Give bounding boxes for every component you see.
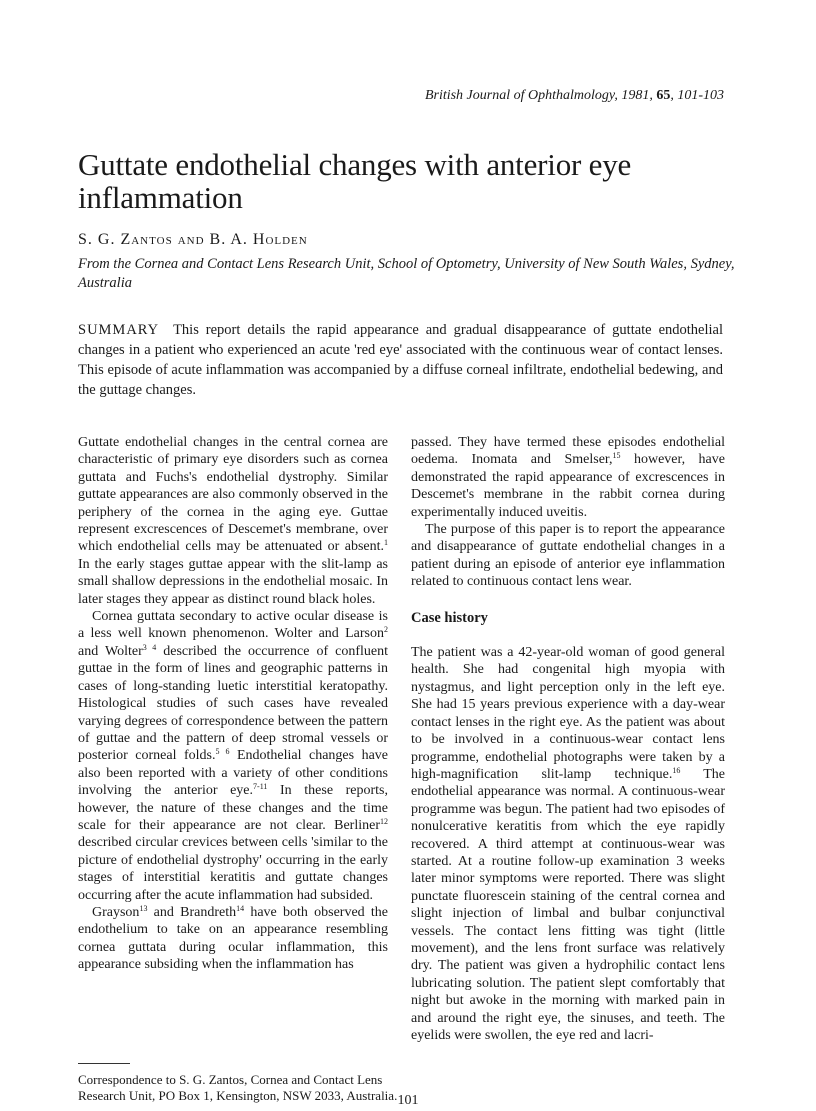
right-column: [411, 434, 725, 1044]
ref-superscript: 15: [612, 451, 621, 461]
ref-superscript: 14: [236, 903, 245, 913]
text-run: and Wolter: [78, 643, 143, 659]
page-number: 101: [397, 1093, 419, 1108]
summary: [78, 320, 723, 400]
article-title: Guttate endothelial changes with anterior eye inflammation: [78, 147, 632, 215]
ref-superscript: 7-11: [253, 782, 268, 792]
right-paragraph-2: The purpose of this paper is to report the appearance and disappearance of guttate endothelial changes in a patient during an episode of anterior eye inflammation related to continuous contact lens wear.: [411, 522, 725, 590]
left-paragraph-2: [78, 608, 388, 904]
text-run: and Brandreth: [147, 904, 237, 920]
text-run: Guttate endothelial changes in the central cornea are characteristic of primary eye disorders such as cornea guttata and Fuchs's endothelial dystrophy. Similar guttate appearances are also commonly observed in the periphery of the cornea in the aging eye. Guttae represent excrescences of Descemet's membrane, over which endothelial cells may be attenuated or absent.: [78, 435, 388, 555]
text-run: passed. They have termed these episodes endothelial oedema. Inomata and Smelser,: [411, 435, 725, 468]
ref-superscript: 16: [672, 765, 681, 775]
text-run: The endothelial appearance was normal. A continuous-wear programme was begun. The patient had two episodes of nonulcerative keratitis from which the eye rapidly recovered. A third attempt at continuous-wear was started. At a routine follow-up examination 3 weeks later minor symptoms were reported. There was slight punctate fluorescein staining of the central cornea and slight injection of limbal and bulbar conjunctival vessels. The contact lens fitting was tight (little movement), and the lens front surface was relatively dry. The patient was given a hydrophilic contact lens lubricating solution. The patient slept comfortably that night but awoke in the morning with marked pain in and around the right eye, the sinuses, and teeth. The eyelids were swollen, the eye red and lacri-: [411, 766, 726, 1043]
ref-superscript: 12: [380, 816, 388, 826]
journal-volume: 65: [656, 88, 671, 103]
summary-text: This report details the rapid appearance and gradual disappearance of guttate endothelial changes in a patient who experienced an acute 'red eye' associated with the continuous wear of contact lenses. This episode of acute inflammation was accompanied by a diffuse corneal infiltrate, endothelial bedewing, and the guttage changes.: [78, 322, 723, 398]
right-paragraph-3: [411, 644, 725, 1044]
ref-superscript: 1: [384, 538, 388, 548]
text-run: Cornea guttata secondary to active ocular disease is a less well known phenomenon. Wolter and Larson: [78, 609, 388, 642]
left-paragraph-3: [78, 904, 388, 974]
journal-pages: , 101-103: [670, 88, 724, 103]
text-run: Grayson: [92, 904, 140, 920]
section-heading-case-history: Case history: [411, 609, 488, 626]
text-run: In these reports, however, the nature of these changes and the time scale for their appearance are not clear. Berliner: [78, 783, 388, 833]
author-conjunction: and: [177, 231, 205, 248]
summary-label: SUMMARY: [78, 322, 160, 338]
author-1: S. G. Zantos: [78, 231, 173, 248]
footnote-rule: [78, 1063, 130, 1064]
author-2: B. A. Holden: [209, 231, 308, 248]
text-run: have both observed the endothelium to take on an appearance resembling cornea guttata during ocular inflammation, this appearance subsiding when the inflammation has: [78, 904, 388, 973]
journal-citation: [425, 88, 724, 104]
ref-superscript: 13: [139, 903, 148, 913]
journal-year: , 1981,: [614, 88, 657, 103]
text-run: described the occurrence of confluent guttae in the form of lines and geographic patterns in cases of long-standing luetic interstitial keratopathy. Histological studies of such cases have revealed varying degrees of correspondence between the pattern of guttae and the pattern of deep stromal vessels or posterior corneal folds.: [78, 643, 388, 764]
text-run: Endothelial changes have also been reported with a variety of other conditions involving the anterior eye.: [78, 748, 388, 799]
ref-superscript: 3 4: [142, 642, 157, 652]
text-run: The patient was a 42-year-old woman of good general health. She had congenital high myopia with nystagmus, and light perception only in the left eye. She had 15 years previous experience with a day-wear contact lenses in the right eye. As the patient was about to be involved in a continuous-wear contact lens programme, endothelial photographs were taken by a high-magnification slit-lamp technique.: [411, 645, 725, 782]
journal-name: British Journal of Ophthalmology: [424, 88, 615, 103]
text-run: In the early stages guttae appear with the slit-lamp as small shallow depressions in the endothelial mosaic. In later stages they appear as distinct round black holes.: [78, 556, 388, 607]
ref-superscript: 5 6: [215, 747, 230, 757]
ref-superscript: 2: [384, 625, 388, 635]
right-paragraph-1: [411, 434, 725, 521]
text-run: however, have demonstrated the rapid appearance of excrescences in Descemet's membrane in the rabbit cornea during experimentally induced uveitis.: [411, 452, 725, 520]
left-column: [78, 434, 388, 974]
affiliation: From the Cornea and Contact Lens Research Unit, School of Optometry, University of New South Wales, Sydney, Australia: [78, 256, 735, 291]
left-paragraph-1: [78, 434, 388, 608]
text-run: described circular crevices between cells 'similar to the picture of endothelial dystrophy' occurring in the early stages of interstitial keratitis and guttate changes occurring after the acute inflammation had subsided.: [78, 835, 388, 903]
author-line: [78, 231, 308, 249]
correspondence-note: Correspondence to S. G. Zantos, Cornea and Contact Lens Research Unit, PO Box 1, Kensington, NSW 2033, Australia.: [78, 1072, 398, 1103]
